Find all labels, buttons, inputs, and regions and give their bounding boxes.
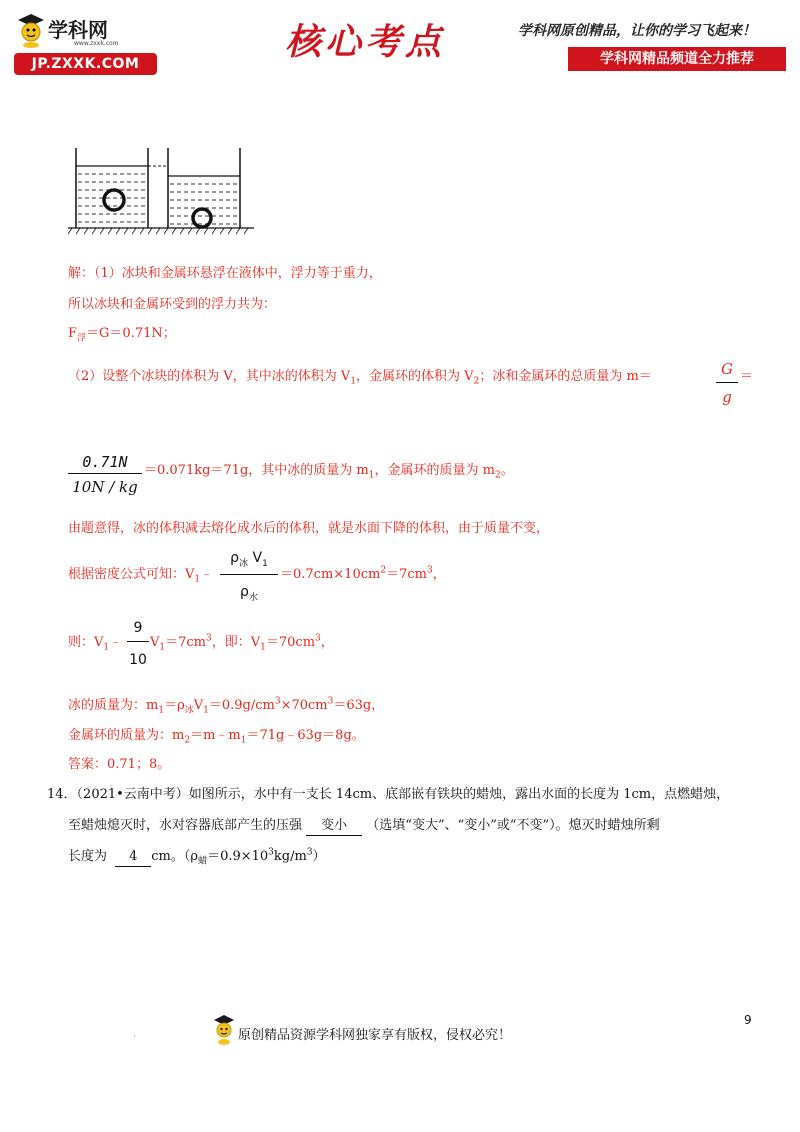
nine-tenths-denominator: 10	[129, 652, 147, 668]
density-denominator: $\rho_水$	[240, 584, 258, 603]
equals-sign: ＝	[740, 369, 754, 384]
site-logo	[14, 14, 159, 74]
nine-tenths-bar	[127, 641, 149, 642]
footer-dot: .	[133, 1029, 137, 1040]
solution-line-1: 解：（1）冰块和金属环悬浮在液体中，浮力等于重力，	[68, 266, 382, 281]
solution-line-4: （2）设整个冰块的体积为 V，其中冰的体积为 $V_1$，金属环的体积为 $V_2$；冰和金属环的总质量为 m＝	[68, 369, 652, 387]
fraction-numerator-G: G	[721, 360, 733, 378]
fraction-denominator-g: g	[722, 388, 732, 406]
logo-domain[interactable]: JP.ZXXK.COM	[14, 53, 157, 75]
header-title: 核心考点	[285, 22, 446, 63]
fraction-denominator-10Nkg: 10N / kg	[72, 478, 138, 496]
footer-mascot-icon	[212, 1014, 236, 1046]
question-14-line-2: 至蜡烛熄灭时，水对容器底部产生的压强 变小 （选填“变大”、“变小”或“不变”）。熄灭时蜡烛所剩	[68, 817, 660, 836]
solution-line-5: ＝0.071kg＝71g，其中冰的质量为 $m_1$，金属环的质量为 $m_2$。	[144, 463, 514, 481]
beakers-figure	[68, 148, 258, 240]
question-14-line-3: 长度为 4 cm。$(\rho_蜡=0.9\times 10^3kg/m^3)$	[68, 847, 326, 867]
density-fraction-bar	[220, 574, 278, 575]
mascot-icon	[14, 12, 48, 48]
fraction-numerator-071N: 0.71N	[82, 453, 128, 471]
solution-line-3: $F_浮=G=0.71N$；	[68, 326, 176, 344]
density-numerator: $\rho_冰$ $V_1$	[230, 550, 268, 569]
solution-line-8-result: $V_1=7cm^3$，即：$V_1=70cm^3$，	[150, 633, 334, 653]
answer-blank-length: 4	[115, 848, 151, 867]
solution-line-10: 金属环的质量为：$m_2=m﹣m_1=71g﹣63g=8g$。	[68, 728, 365, 746]
answer-blank-pressure: 变小	[306, 817, 362, 836]
header-banner: 学科网精品频道全力推荐	[568, 47, 786, 71]
question-14-line-1: 14．（2021•云南中考）如图所示，水中有一支长 14cm、底部嵌有铁块的蜡烛，露出水面的长度为 1cm，点燃蜡烛，	[47, 787, 730, 802]
solution-line-2: 所以冰块和金属环受到的浮力共为：	[68, 297, 277, 312]
solution-line-7-result: $=0.7cm\times 10cm^2=7cm^3$，	[280, 565, 446, 582]
fraction-bar	[716, 382, 738, 383]
logo-sub: www.zxxk.com	[74, 40, 119, 47]
solution-line-6: 由题意得，冰的体积减去熔化成水后的体积，就是水面下降的体积，由于质量不变，	[68, 521, 550, 536]
solution-line-8-label: 则：$V_1﹣$	[68, 635, 123, 653]
page-number: 9	[744, 1013, 752, 1027]
header-slogan: 学科网原创精品，让你的学习飞起来！	[518, 23, 756, 39]
solution-line-7-label: 根据密度公式可知：$V_1﹣$	[68, 567, 214, 585]
nine-tenths-numerator: 9	[133, 620, 143, 636]
answer-line: 答案：0.71；8。	[68, 757, 171, 772]
footer-copyright: 原创精品资源学科网独家享有版权，侵权必究！	[238, 1028, 512, 1043]
fraction-bar-2	[68, 473, 142, 474]
logo-name: 学科网	[48, 18, 108, 42]
solution-line-9: 冰的质量为：$m_1=\rho_冰V_1=0.9g/cm^3\times 70cm^3=63g$，	[68, 696, 385, 716]
